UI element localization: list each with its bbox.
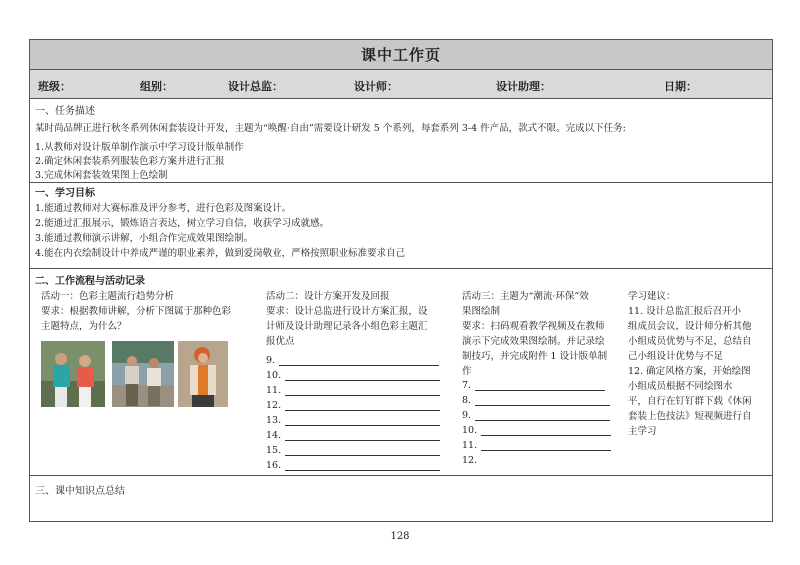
record-line[interactable] — [462, 425, 622, 440]
line-number: 7. — [462, 380, 472, 391]
record-line[interactable] — [266, 370, 456, 385]
activity-line: 要求：设计总监进行设计方案汇报，设 — [266, 306, 428, 317]
task-item: 3.完成休闲套装效果图上色绘制 — [35, 170, 168, 181]
task-item: 2.确定休闲套装系列服装色彩方案并进行汇报 — [35, 156, 225, 167]
assistant-label: 设计助理： — [496, 80, 551, 93]
activity-line: 活动二：设计方案开发及回报 — [266, 291, 390, 302]
task-description-section — [30, 99, 772, 183]
line-number: 13. — [266, 415, 282, 426]
advice-line: 组成员会议，设计师分析其他 — [628, 321, 752, 332]
task-item: 1.从教师对设计版单制作演示中学习设计版单制作 — [35, 142, 244, 153]
advice-line: 12. 确定风格方案，开始绘图 — [628, 366, 751, 377]
knowledge-summary-section[interactable] — [30, 476, 772, 522]
activity-line: 计师及设计助理记录各小组色彩主题汇 — [266, 321, 428, 332]
advice-line: 平，自行在钉钉群下载《休闲 — [628, 396, 752, 407]
activity-line: 作 — [462, 366, 472, 377]
record-line[interactable] — [462, 380, 622, 395]
advice-line: 主学习 — [628, 426, 657, 437]
info-bar — [30, 70, 772, 99]
record-line[interactable] — [462, 440, 622, 455]
line-number: 10. — [266, 370, 282, 381]
workflow-section — [30, 269, 772, 476]
record-line[interactable] — [266, 445, 456, 460]
photo-woman — [178, 341, 228, 407]
line-number: 9. — [266, 355, 276, 366]
photo-hikers — [112, 341, 174, 407]
learning-advice — [628, 289, 768, 439]
section-heading: 一、任务描述 — [35, 106, 95, 117]
line-number: 11. — [266, 385, 282, 396]
line-number: 16. — [266, 460, 282, 471]
line-number: 14. — [266, 430, 282, 441]
director-label: 设计总监： — [228, 80, 283, 93]
activity-line: 果图绘制 — [462, 306, 501, 317]
record-line[interactable] — [266, 415, 456, 430]
line-number: 11. — [462, 440, 478, 451]
goal-item: 2.能通过汇报展示，锻炼语言表达，树立学习自信，收获学习成就感。 — [35, 218, 330, 229]
record-line[interactable] — [266, 400, 456, 415]
task-intro: 某时尚品牌正进行秋冬系列休闲套装设计开发，主题为“唤醒·自由”需要设计研发 5 个系列，每套系列 3-4 件产品，款式不限。完成以下任务: — [35, 123, 626, 134]
record-line — [462, 455, 622, 470]
activity-line: 制技巧，并完成附件 1 设计版单制 — [462, 351, 608, 362]
activity-line: 要求：根据教师讲解，分析下图属于那种色彩 — [41, 306, 232, 317]
record-line[interactable] — [462, 395, 622, 410]
activity-line: 报优点 — [266, 336, 295, 347]
activity-line: 活动一：色彩主题流行趋势分析 — [41, 291, 175, 302]
line-number: 12. — [266, 400, 282, 411]
activity-line: 活动三：主题为“潮流·环保”效 — [462, 291, 589, 302]
designer-label: 设计师： — [354, 80, 398, 93]
section-heading: 一、学习目标 — [35, 188, 95, 199]
activity-one — [41, 289, 256, 334]
record-line[interactable] — [462, 410, 622, 425]
record-line[interactable] — [266, 355, 456, 370]
record-line[interactable] — [266, 385, 456, 400]
activity-line: 要求：扫码观看教学视频及在教师 — [462, 321, 605, 332]
section-heading: 二、工作流程与活动记录 — [35, 276, 145, 287]
advice-line: 学习建议： — [628, 291, 676, 302]
advice-line: 11. 设计总监汇报后召开小 — [628, 306, 742, 317]
advice-line: 己小组设计优势与不足 — [628, 351, 724, 362]
activity-three — [462, 289, 622, 470]
activity-line: 主题特点，为什么？ — [41, 321, 127, 332]
line-number: 10. — [462, 425, 478, 436]
page-number: 128 — [390, 531, 410, 542]
line-number: 9. — [462, 410, 472, 421]
date-label: 日期： — [664, 80, 697, 93]
activity-line: 演示下完成效果图绘制。并记录绘 — [462, 336, 605, 347]
class-label: 班级： — [38, 80, 71, 93]
advice-line: 小组成员根据不同绘图水 — [628, 381, 733, 392]
line-number: 8. — [462, 395, 472, 406]
advice-line: 小组成员优势与不足，总结自 — [628, 336, 752, 347]
line-number: 12. — [462, 455, 478, 466]
goal-item: 3.能通过教师演示讲解，小组合作完成效果图绘制。 — [35, 233, 254, 244]
page-title: 课中工作页 — [30, 40, 772, 70]
activity-two — [266, 289, 456, 475]
record-line[interactable] — [266, 430, 456, 445]
record-line[interactable] — [266, 460, 456, 475]
advice-line: 套装上色技法》短视频进行自 — [628, 411, 752, 422]
goal-item: 4.能在内衣绘制设计中养成严谨的职业素养，做到爱岗敬业，严格按照职业标准要求自己 — [35, 248, 406, 259]
group-label: 组别： — [140, 80, 173, 93]
goal-item: 1.能通过教师对大赛标准及评分参考，进行色彩及图案设计。 — [35, 203, 292, 214]
photo-couple — [41, 341, 105, 407]
worksheet — [29, 39, 773, 522]
learning-goals-section — [30, 183, 772, 269]
line-number: 15. — [266, 445, 282, 456]
section-heading: 三、课中知识点总结 — [35, 486, 125, 497]
